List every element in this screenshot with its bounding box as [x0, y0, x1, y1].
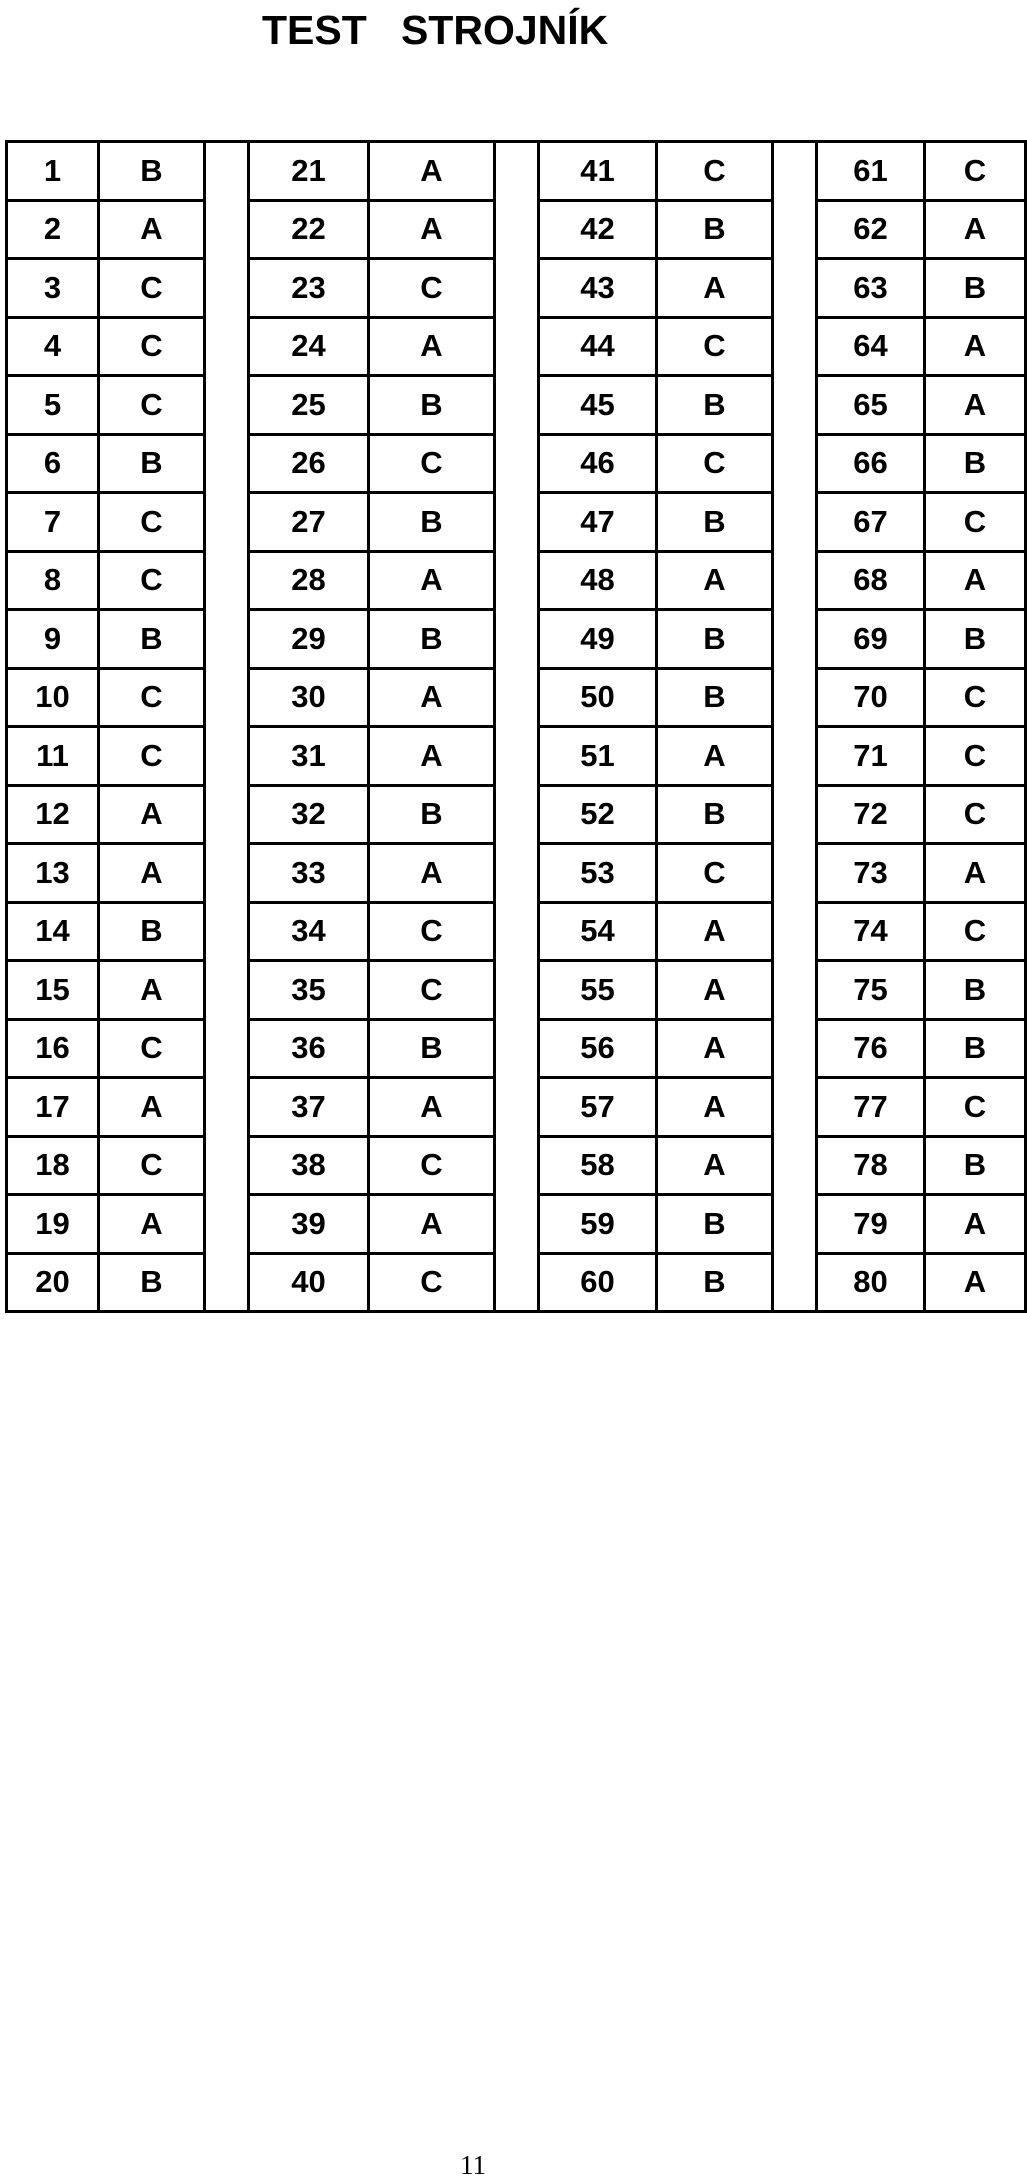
column-spacer	[205, 1078, 249, 1137]
question-number: 28	[249, 551, 369, 610]
answer-letter: B	[99, 142, 205, 201]
answer-letter: B	[369, 610, 495, 669]
column-spacer	[205, 785, 249, 844]
answer-letter: A	[369, 844, 495, 903]
answer-table-body	[7, 142, 1026, 1312]
answer-letter: C	[99, 259, 205, 318]
table-row	[7, 902, 1026, 961]
question-number: 4	[7, 317, 99, 376]
question-number: 35	[249, 961, 369, 1020]
answer-letter: C	[925, 785, 1026, 844]
question-number: 52	[539, 785, 657, 844]
question-number: 80	[817, 1253, 925, 1312]
answer-letter: C	[369, 434, 495, 493]
column-spacer	[773, 317, 817, 376]
column-spacer	[205, 961, 249, 1020]
column-spacer	[205, 844, 249, 903]
column-spacer	[205, 610, 249, 669]
question-number: 71	[817, 727, 925, 786]
question-number: 50	[539, 668, 657, 727]
table-row	[7, 961, 1026, 1020]
column-spacer	[205, 376, 249, 435]
question-number: 64	[817, 317, 925, 376]
question-number: 70	[817, 668, 925, 727]
answer-letter: C	[99, 727, 205, 786]
answer-letter: C	[369, 902, 495, 961]
answer-letter: C	[925, 1078, 1026, 1137]
question-number: 61	[817, 142, 925, 201]
question-number: 76	[817, 1019, 925, 1078]
answer-letter: C	[369, 1136, 495, 1195]
table-row	[7, 610, 1026, 669]
table-row	[7, 785, 1026, 844]
column-spacer	[205, 668, 249, 727]
question-number: 15	[7, 961, 99, 1020]
answer-letter: C	[925, 142, 1026, 201]
question-number: 8	[7, 551, 99, 610]
answer-letter: A	[925, 551, 1026, 610]
table-row	[7, 1195, 1026, 1254]
answer-letter: C	[657, 142, 773, 201]
answer-letter: C	[369, 259, 495, 318]
answer-letter: B	[99, 1253, 205, 1312]
column-spacer	[495, 1019, 539, 1078]
page-title: TEST STROJNÍK	[262, 7, 609, 53]
answer-letter: B	[99, 902, 205, 961]
answer-letter: A	[925, 1253, 1026, 1312]
column-spacer	[205, 1136, 249, 1195]
answer-letter: C	[657, 434, 773, 493]
question-number: 23	[249, 259, 369, 318]
answer-letter: C	[369, 961, 495, 1020]
question-number: 48	[539, 551, 657, 610]
answer-key-table	[5, 140, 1027, 1313]
answer-letter: A	[925, 376, 1026, 435]
column-spacer	[773, 259, 817, 318]
question-number: 17	[7, 1078, 99, 1137]
answer-letter: B	[657, 200, 773, 259]
question-number: 9	[7, 610, 99, 669]
question-number: 77	[817, 1078, 925, 1137]
answer-letter: A	[657, 551, 773, 610]
column-spacer	[205, 142, 249, 201]
column-spacer	[495, 1078, 539, 1137]
answer-letter: A	[99, 1195, 205, 1254]
column-spacer	[773, 961, 817, 1020]
answer-letter: A	[369, 668, 495, 727]
answer-letter: B	[657, 785, 773, 844]
column-spacer	[205, 434, 249, 493]
question-number: 62	[817, 200, 925, 259]
question-number: 16	[7, 1019, 99, 1078]
question-number: 67	[817, 493, 925, 552]
question-number: 1	[7, 142, 99, 201]
table-row	[7, 493, 1026, 552]
answer-letter: B	[657, 1195, 773, 1254]
answer-letter: B	[369, 785, 495, 844]
question-number: 19	[7, 1195, 99, 1254]
question-number: 27	[249, 493, 369, 552]
answer-letter: A	[925, 844, 1026, 903]
column-spacer	[205, 317, 249, 376]
table-row	[7, 1253, 1026, 1312]
column-spacer	[773, 844, 817, 903]
question-number: 42	[539, 200, 657, 259]
table-row	[7, 434, 1026, 493]
column-spacer	[495, 142, 539, 201]
question-number: 13	[7, 844, 99, 903]
question-number: 43	[539, 259, 657, 318]
question-number: 78	[817, 1136, 925, 1195]
column-spacer	[495, 902, 539, 961]
column-spacer	[773, 1078, 817, 1137]
column-spacer	[773, 200, 817, 259]
table-row	[7, 551, 1026, 610]
column-spacer	[773, 727, 817, 786]
question-number: 58	[539, 1136, 657, 1195]
question-number: 11	[7, 727, 99, 786]
column-spacer	[773, 142, 817, 201]
answer-letter: B	[657, 376, 773, 435]
answer-letter: A	[99, 961, 205, 1020]
question-number: 57	[539, 1078, 657, 1137]
answer-letter: A	[657, 1136, 773, 1195]
answer-letter: B	[99, 610, 205, 669]
column-spacer	[495, 200, 539, 259]
answer-letter: A	[369, 551, 495, 610]
question-number: 14	[7, 902, 99, 961]
column-spacer	[495, 961, 539, 1020]
question-number: 63	[817, 259, 925, 318]
question-number: 74	[817, 902, 925, 961]
column-spacer	[773, 610, 817, 669]
column-spacer	[205, 259, 249, 318]
question-number: 6	[7, 434, 99, 493]
question-number: 22	[249, 200, 369, 259]
answer-letter: C	[99, 376, 205, 435]
answer-letter: A	[99, 785, 205, 844]
question-number: 65	[817, 376, 925, 435]
page-number: 11	[460, 2150, 486, 2180]
column-spacer	[495, 785, 539, 844]
table-row	[7, 1019, 1026, 1078]
question-number: 56	[539, 1019, 657, 1078]
question-number: 33	[249, 844, 369, 903]
column-spacer	[773, 1253, 817, 1312]
column-spacer	[773, 551, 817, 610]
column-spacer	[205, 1019, 249, 1078]
question-number: 10	[7, 668, 99, 727]
column-spacer	[773, 434, 817, 493]
question-number: 26	[249, 434, 369, 493]
question-number: 79	[817, 1195, 925, 1254]
answer-letter: A	[657, 1078, 773, 1137]
answer-letter: A	[369, 1195, 495, 1254]
column-spacer	[205, 493, 249, 552]
answer-letter: A	[657, 259, 773, 318]
answer-letter: C	[99, 551, 205, 610]
question-number: 5	[7, 376, 99, 435]
answer-letter: A	[657, 727, 773, 786]
answer-letter: A	[925, 200, 1026, 259]
question-number: 54	[539, 902, 657, 961]
answer-letter: C	[657, 844, 773, 903]
question-number: 60	[539, 1253, 657, 1312]
column-spacer	[773, 785, 817, 844]
question-number: 47	[539, 493, 657, 552]
column-spacer	[495, 727, 539, 786]
question-number: 31	[249, 727, 369, 786]
answer-letter: B	[657, 610, 773, 669]
column-spacer	[495, 434, 539, 493]
answer-letter: A	[657, 902, 773, 961]
question-number: 51	[539, 727, 657, 786]
column-spacer	[205, 1253, 249, 1312]
answer-letter: C	[925, 493, 1026, 552]
answer-letter: A	[657, 961, 773, 1020]
column-spacer	[495, 844, 539, 903]
question-number: 49	[539, 610, 657, 669]
question-number: 18	[7, 1136, 99, 1195]
column-spacer	[773, 1136, 817, 1195]
column-spacer	[773, 1195, 817, 1254]
column-spacer	[205, 1195, 249, 1254]
column-spacer	[495, 551, 539, 610]
answer-letter: C	[99, 493, 205, 552]
table-row	[7, 1078, 1026, 1137]
question-number: 68	[817, 551, 925, 610]
column-spacer	[773, 1019, 817, 1078]
answer-letter: B	[925, 259, 1026, 318]
answer-letter: B	[657, 493, 773, 552]
question-number: 2	[7, 200, 99, 259]
answer-letter: A	[99, 1078, 205, 1137]
question-number: 12	[7, 785, 99, 844]
question-number: 7	[7, 493, 99, 552]
answer-letter: A	[369, 1078, 495, 1137]
answer-letter: B	[99, 434, 205, 493]
column-spacer	[495, 259, 539, 318]
question-number: 73	[817, 844, 925, 903]
column-spacer	[773, 493, 817, 552]
answer-letter: C	[99, 1136, 205, 1195]
question-number: 55	[539, 961, 657, 1020]
answer-letter: A	[99, 844, 205, 903]
column-spacer	[495, 376, 539, 435]
answer-letter: A	[369, 142, 495, 201]
table-row	[7, 259, 1026, 318]
answer-letter: C	[925, 668, 1026, 727]
table-row	[7, 668, 1026, 727]
column-spacer	[495, 668, 539, 727]
answer-letter: C	[369, 1253, 495, 1312]
answer-letter: B	[657, 1253, 773, 1312]
table-row	[7, 317, 1026, 376]
answer-letter: B	[369, 376, 495, 435]
question-number: 25	[249, 376, 369, 435]
answer-letter: B	[925, 1136, 1026, 1195]
question-number: 53	[539, 844, 657, 903]
question-number: 21	[249, 142, 369, 201]
column-spacer	[205, 200, 249, 259]
answer-letter: C	[925, 902, 1026, 961]
question-number: 3	[7, 259, 99, 318]
question-number: 34	[249, 902, 369, 961]
column-spacer	[773, 668, 817, 727]
column-spacer	[773, 902, 817, 961]
answer-letter: C	[925, 727, 1026, 786]
question-number: 46	[539, 434, 657, 493]
question-number: 59	[539, 1195, 657, 1254]
question-number: 66	[817, 434, 925, 493]
question-number: 36	[249, 1019, 369, 1078]
answer-letter: A	[99, 200, 205, 259]
column-spacer	[205, 551, 249, 610]
table-row	[7, 200, 1026, 259]
answer-letter: A	[369, 727, 495, 786]
question-number: 75	[817, 961, 925, 1020]
table-row	[7, 376, 1026, 435]
answer-letter: C	[99, 317, 205, 376]
answer-letter: B	[369, 493, 495, 552]
answer-letter: B	[925, 961, 1026, 1020]
answer-letter: B	[657, 668, 773, 727]
column-spacer	[205, 902, 249, 961]
answer-letter: A	[369, 200, 495, 259]
answer-letter: B	[925, 610, 1026, 669]
table-row	[7, 727, 1026, 786]
answer-letter: A	[369, 317, 495, 376]
column-spacer	[495, 610, 539, 669]
question-number: 38	[249, 1136, 369, 1195]
answer-letter: B	[925, 1019, 1026, 1078]
question-number: 37	[249, 1078, 369, 1137]
question-number: 32	[249, 785, 369, 844]
table-row	[7, 142, 1026, 201]
answer-letter: B	[925, 434, 1026, 493]
table-row	[7, 844, 1026, 903]
question-number: 20	[7, 1253, 99, 1312]
answer-letter: A	[657, 1019, 773, 1078]
answer-letter: A	[925, 317, 1026, 376]
answer-letter: C	[657, 317, 773, 376]
question-number: 41	[539, 142, 657, 201]
question-number: 69	[817, 610, 925, 669]
answer-letter: A	[925, 1195, 1026, 1254]
column-spacer	[495, 1195, 539, 1254]
question-number: 39	[249, 1195, 369, 1254]
answer-letter: B	[369, 1019, 495, 1078]
column-spacer	[495, 493, 539, 552]
question-number: 45	[539, 376, 657, 435]
answer-letter: C	[99, 1019, 205, 1078]
question-number: 72	[817, 785, 925, 844]
question-number: 24	[249, 317, 369, 376]
table-row	[7, 1136, 1026, 1195]
column-spacer	[495, 317, 539, 376]
column-spacer	[205, 727, 249, 786]
column-spacer	[773, 376, 817, 435]
column-spacer	[495, 1253, 539, 1312]
question-number: 29	[249, 610, 369, 669]
column-spacer	[495, 1136, 539, 1195]
question-number: 40	[249, 1253, 369, 1312]
question-number: 30	[249, 668, 369, 727]
question-number: 44	[539, 317, 657, 376]
answer-letter: C	[99, 668, 205, 727]
